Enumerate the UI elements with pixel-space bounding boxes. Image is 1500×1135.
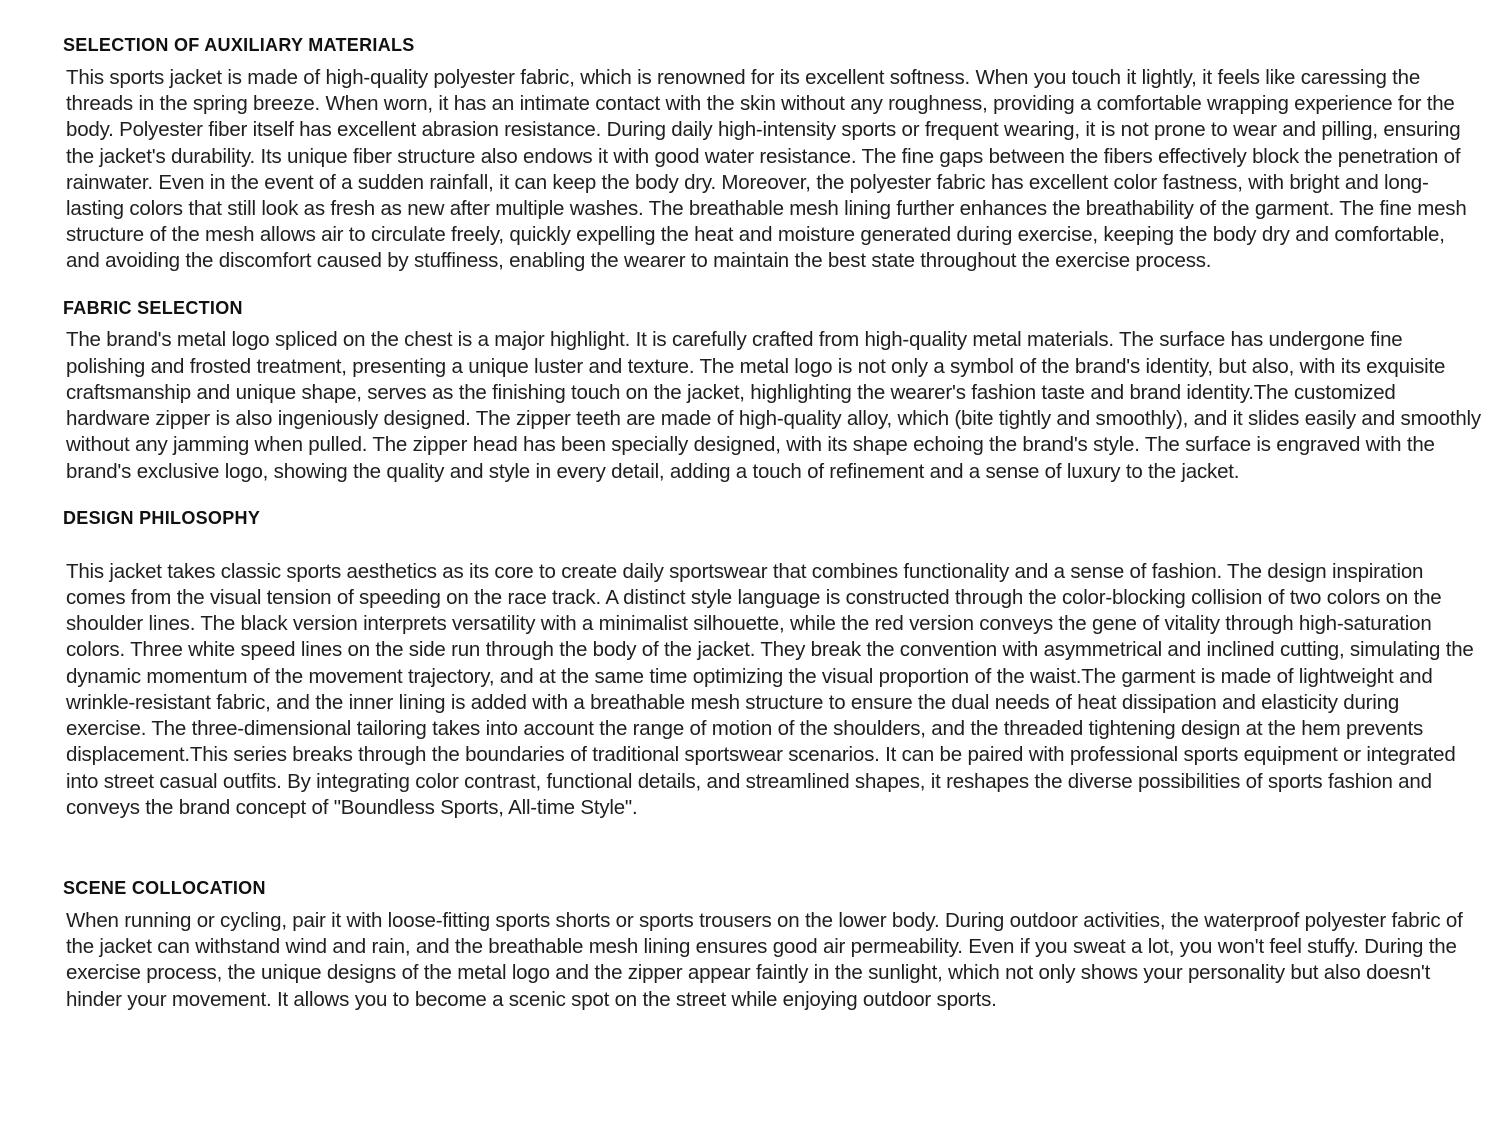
section-heading-fabric-selection: FABRIC SELECTION	[63, 297, 243, 318]
section-design-philosophy	[63, 509, 1482, 821]
section-body-fabric-selection: The brand's metal logo spliced on the chest is a major highlight. It is carefully crafted from high-quality metal materials. The surface has undergone fine polishing and frosted treatment, presenting a unique luster and texture. The metal logo is not only a symbol of the brand's identity, but also, with its exquisite craftsmanship and unique shape, serves as the finishing touch on the jacket, highlighting the wearer's fashion taste and brand identity.The customized hardware zipper is also ingeniously designed. The zipper teeth are made of high-quality alloy, which (bite tightly and smoothly), and it slides easily and smoothly without any jamming when pulled. The zipper head has been specially designed, with its shape echoing the brand's style. The surface is engraved with the brand's exclusive logo, showing the quality and style in every detail, adding a touch of refinement and a sense of luxury to the jacket.	[66, 328, 1481, 483]
product-description-document	[63, 36, 1482, 1013]
section-auxiliary-materials	[63, 36, 1482, 275]
section-heading-auxiliary-materials: SELECTION OF AUXILIARY MATERIALS	[63, 35, 415, 55]
section-heading-design-philosophy: DESIGN PHILOSOPHY	[63, 507, 261, 528]
section-scene-collocation	[63, 879, 1482, 1013]
section-fabric-selection	[63, 299, 1482, 485]
section-body-design-philosophy: This jacket takes classic sports aesthetics as its core to create daily sportswear that combines functionality and a sense of fashion. The design inspiration comes from the visual tension of speeding on the race track. A distinct style language is constructed through the color-blocking collision of two colors on the shoulder lines. The black version interprets versatility with a minimalist silhouette, while the red version conveys the gene of vitality through high-saturation colors. Three white speed lines on the side run through the body of the jacket. They break the convention with asymmetrical and inclined cutting, simulating the dynamic momentum of the movement trajectory, and at the same time optimizing the visual proportion of the waist.The garment is made of lightweight and wrinkle-resistant fabric, and the inner lining is added with a breathable mesh structure to ensure the dual needs of heat dissipation and elasticity during exercise. The three-dimensional tailoring takes into account the range of motion of the shoulders, and the threaded tightening design at the hem prevents displacement.This series breaks through the boundaries of traditional sportswear scenarios. It can be paired with professional sports equipment or integrated into street casual outfits. By integrating color contrast, functional details, and streamlined shapes, it reshapes the diverse possibilities of sports fashion and conveys the brand concept of "Boundless Sports, All-time Style".	[66, 559, 1474, 819]
section-body-auxiliary-materials: This sports jacket is made of high-quality polyester fabric, which is renowned for its excellent softness. When you touch it lightly, it feels like caressing the threads in the spring breeze. When worn, it has an intimate contact with the skin without any roughness, providing a comfortable wrapping experience for the body. Polyester fiber itself has excellent abrasion resistance. During daily high-intensity sports or frequent wearing, it is not prone to wear and pilling, ensuring the jacket's durability. Its unique fiber structure also endows it with good water resistance. The fine gaps between the fibers effectively block the penetration of rainwater. Even in the event of a sudden rainfall, it can keep the body dry. Moreover, the polyester fabric has excellent color fastness, with bright and long-lasting colors that still look as fresh as new after multiple washes. The breathable mesh lining further enhances the breathability of the garment. The fine mesh structure of the mesh allows air to circulate freely, quickly expelling the heat and moisture generated during exercise, keeping the body dry and comfortable, and avoiding the discomfort caused by stuffiness, enabling the wearer to maintain the best state throughout the exercise process.	[66, 65, 1467, 273]
section-body-scene-collocation: When running or cycling, pair it with loose-fitting sports shorts or sports trousers on the lower body. During outdoor activities, the waterproof polyester fabric of the jacket can withstand wind and rain, and the breathable mesh lining ensures good air permeability. Even if you sweat a lot, you won't feel stuffy. During the exercise process, the unique designs of the metal logo and the zipper appear faintly in the sunlight, which not only shows your personality but also doesn't hinder your movement. It allows you to become a scenic spot on the street while enjoying outdoor sports.	[66, 908, 1463, 1011]
section-heading-scene-collocation: SCENE COLLOCATION	[63, 878, 266, 899]
